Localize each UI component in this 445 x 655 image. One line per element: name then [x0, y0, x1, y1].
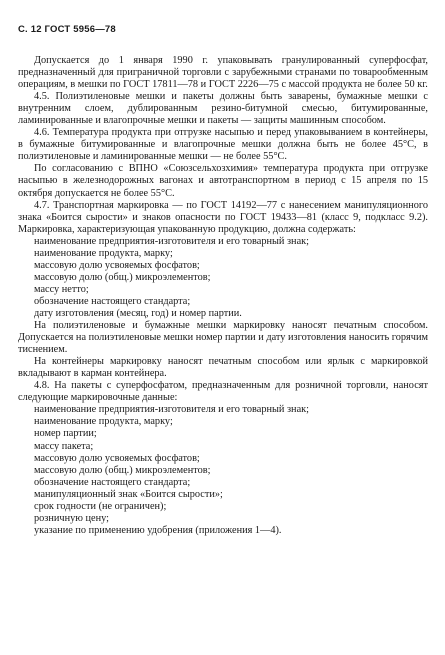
paragraph: По согласованию с ВПНО «Союзсельхозхимия» температура продукта при отгрузке насыпью в железнодорожных вагонах и автотранспортном в период с 15 апреля по 15 октября допускается не более 55°С.	[18, 163, 428, 199]
paragraph: 4.8. На пакеты с суперфосфатом, предназначенным для розничной торговли, наносят следующие маркировочные данные:	[18, 380, 428, 404]
list-item: массовую долю (общ.) микроэлементов;	[34, 464, 211, 476]
list-item: обозначение настоящего стандарта;	[34, 295, 191, 307]
page-header: С. 12 ГОСТ 5956—78	[18, 24, 116, 35]
list-item: манипуляционный знак «Боится сырости»;	[34, 488, 223, 500]
list-item: массовую долю усвояемых фосфатов;	[34, 452, 200, 464]
list-item: дату изготовления (месяц, год) и номер партии.	[34, 307, 242, 319]
list-item: наименование предприятия-изготовителя и его товарный знак;	[34, 235, 309, 247]
list-item: номер партии;	[34, 428, 97, 440]
paragraph: 4.7. Транспортная маркировка — по ГОСТ 14192—77 с нанесением манипуляционного знака «Боится сырости» и знаков опасности по ГОСТ 19433—81 (класс 9, подкласс 9.2). Маркировка, характеризующая упакованную продукцию, должна содержать:	[18, 199, 428, 235]
list-item: розничную цену;	[34, 512, 109, 524]
list-item: обозначение настоящего стандарта;	[34, 476, 191, 488]
paragraph: На полиэтиленовые и бумажные мешки маркировку наносят печатным способом. Допускается на полиэтиленовые мешки номер партии и дату изготовления наносить горячим тиснением.	[18, 320, 428, 356]
list-item: массу пакета;	[34, 440, 94, 452]
list-item: указание по применению удобрения (приложения 1—4).	[34, 524, 282, 536]
paragraph: 4.5. Полиэтиленовые мешки и пакеты должны быть заварены, бумажные мешки с внутренним слоем, дублированным резино-битумной смесью, битумированные, ламинированные и влагопрочные мешки и пакеты — защиты машинным способом.	[18, 91, 428, 127]
list-item: срок годности (не ограничен);	[34, 500, 167, 512]
list-item: наименование продукта, марку;	[34, 247, 173, 259]
list-item: наименование продукта, марку;	[34, 416, 173, 428]
paragraph: На контейнеры маркировку наносят печатным способом или ярлык с маркировкой вкладывают в карман контейнера.	[18, 356, 428, 380]
list-item: массовую долю (общ.) микроэлементов;	[34, 271, 211, 283]
list-item: массу нетто;	[34, 283, 89, 295]
paragraph: 4.6. Температура продукта при отгрузке насыпью и перед упаковыванием в контейнеры, в бумажные битумированные и влагопрочные мешки должна быть не более 45°С, в полиэтиленовые и ламинированные мешки — не более 55°С.	[18, 127, 428, 163]
list-item: массовую долю усвояемых фосфатов;	[34, 259, 200, 271]
document-body	[18, 55, 428, 537]
list-item: наименование предприятия-изготовителя и его товарный знак;	[34, 404, 309, 416]
paragraph: Допускается до 1 января 1990 г. упаковывать гранулированный суперфосфат, предназначенный для приграничной торговли с зарубежными странами по товарообменным операциям, в мешки по ГОСТ 17811—78 и ГОСТ 2226—75 с массой продукта не более 50 кг.	[18, 55, 428, 91]
